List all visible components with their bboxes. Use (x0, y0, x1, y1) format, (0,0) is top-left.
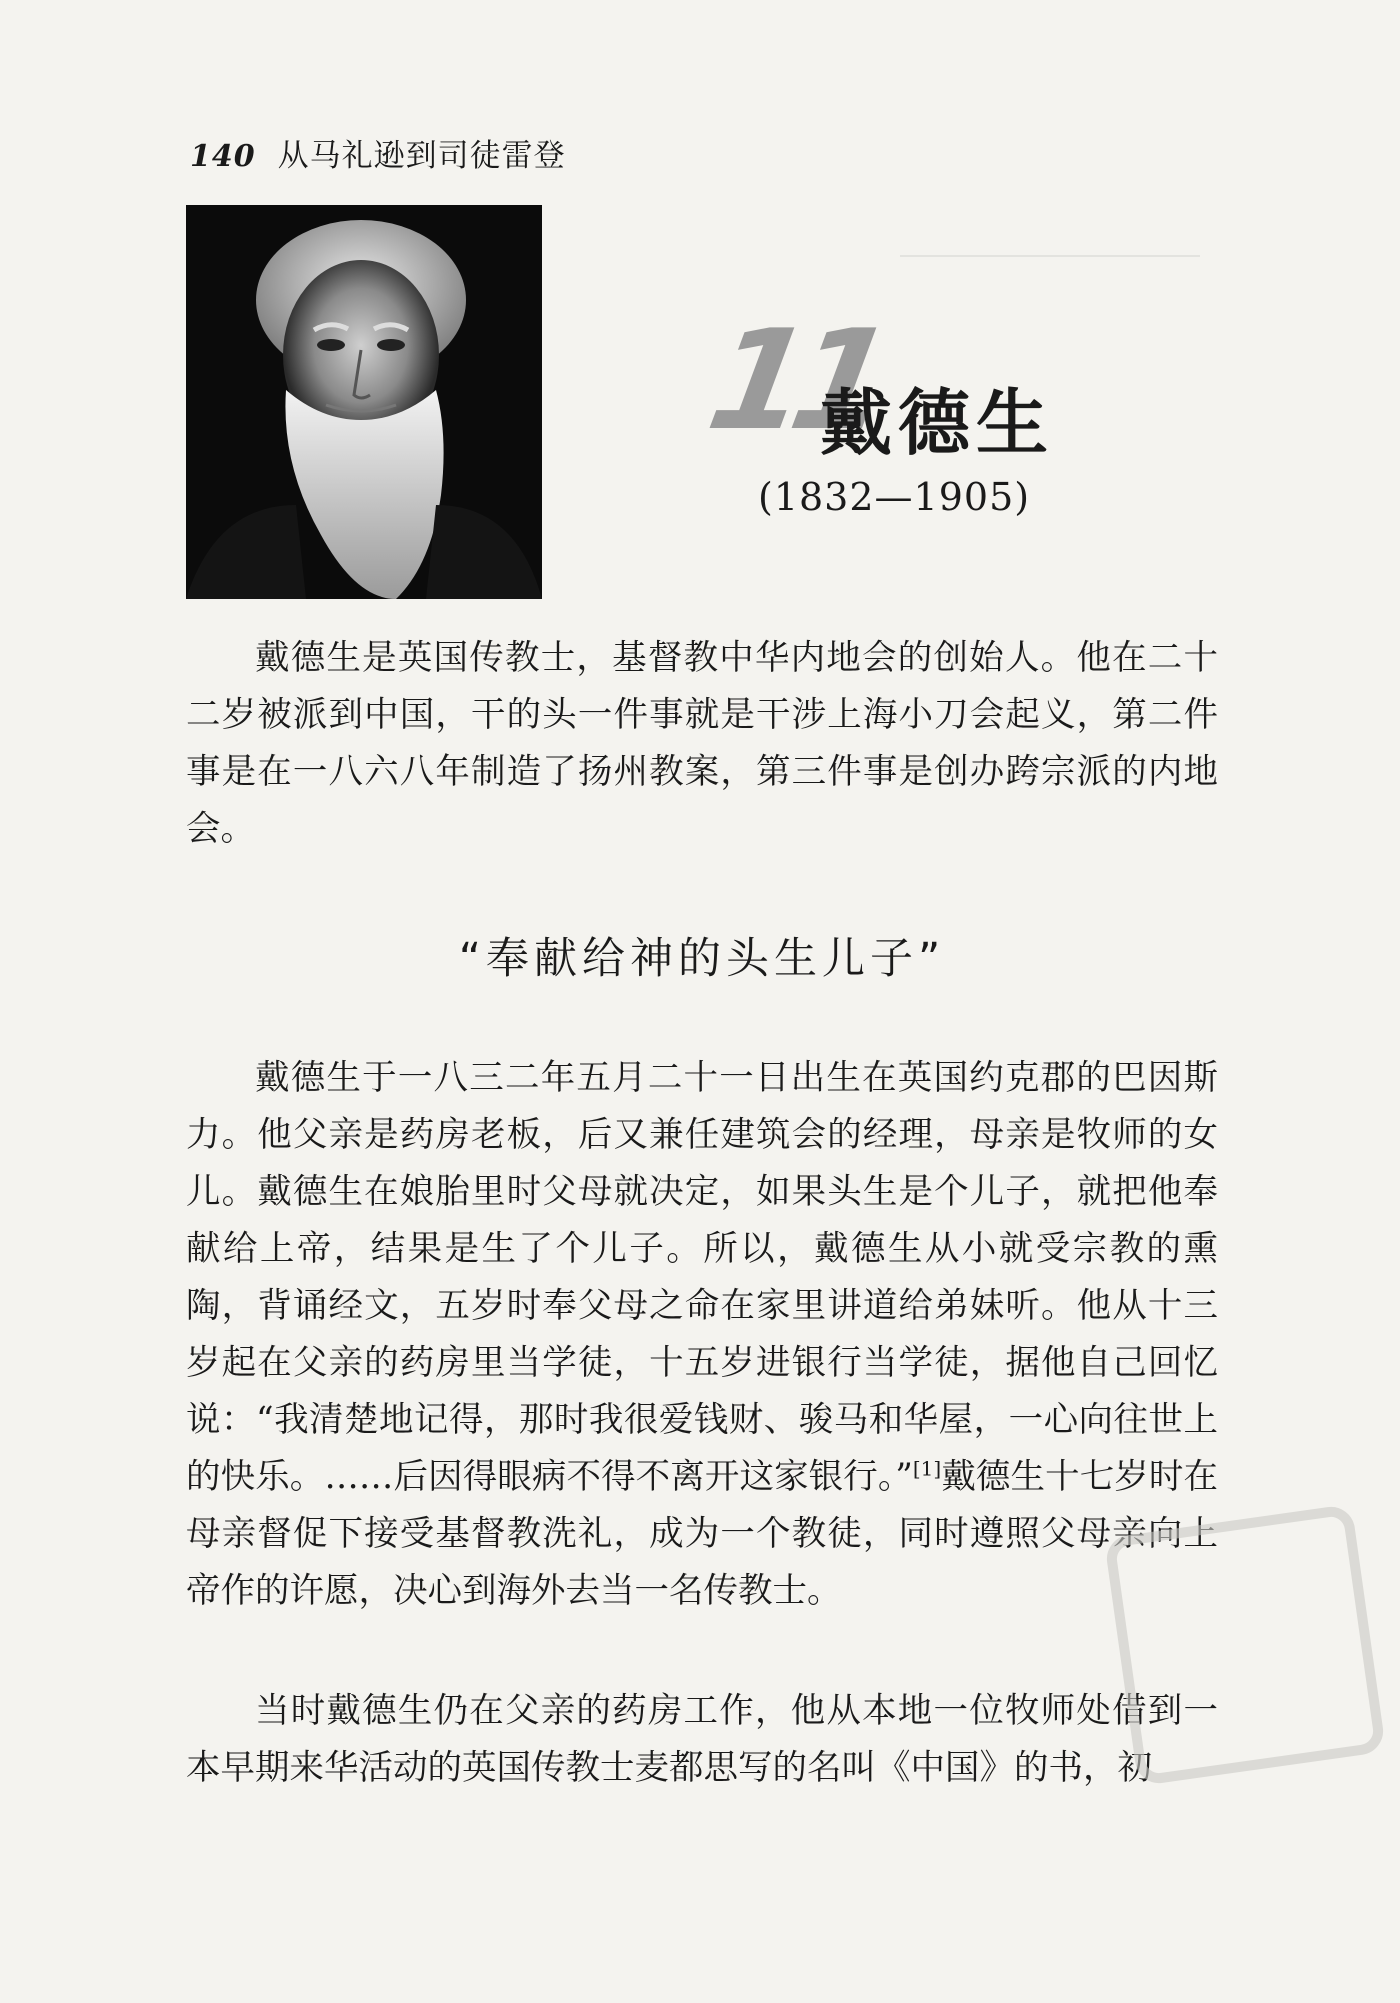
portrait-illustration (186, 205, 542, 599)
body-paragraph-1-part-b: 戴德生十七岁时在母亲督促下接受基督教洗礼，成为一个教徒，同时遵照父母亲向上帝作的许愿，决心到海外去当一名传教士。 (186, 1457, 1219, 1611)
page-number: 140 (190, 139, 256, 174)
body-paragraph-1 (186, 1050, 1218, 1620)
intro-paragraph: 戴德生是英国传教士，基督教中华内地会的创始人。他在二十二岁被派到中国，干的头一件事就是干涉上海小刀会起义，第二件事是在一八六八年制造了扬州教案，第三件事是创办跨宗派的内地会。 (186, 638, 1218, 849)
running-head (190, 130, 566, 175)
chapter-dates: (1832—1905) (758, 475, 1031, 519)
chapter-title: 戴德生 (820, 380, 1055, 465)
body-paragraph-2: 当时戴德生仍在父亲的药房工作，他从本地一位牧师处借到一本早期来华活动的英国传教士麦都思写的名叫《中国》的书，初 (186, 1691, 1218, 1788)
portrait-photo (186, 205, 542, 599)
chapter-number: 11 (697, 300, 891, 461)
book-title: 从马礼逊到司徒雷登 (277, 138, 566, 174)
bleed-through-texture (900, 225, 1200, 257)
footnote-reference[interactable]: [1] (912, 1456, 942, 1481)
section-heading: “奉献给神的头生儿子” (458, 934, 946, 984)
body-paragraph-1-part-a: 戴德生于一八三二年五月二十一日出生在英国约克郡的巴因斯力。他父亲是药房老板，后又兼任建筑会的经理，母亲是牧师的女儿。戴德生在娘胎里时父母就决定，如果头生是个儿子，就把他奉献给上帝，结果是生了个儿子。所以，戴德生从小就受宗教的熏陶，背诵经文，五岁时奉父母之命在家里讲道给弟妹听。他从十三岁起在父亲的药房里当学徒，十五岁进银行当学徒，据他自己回忆说：“我清楚地记得，那时我很爱钱财、骏马和华屋，一心向往世上的快乐。……后因得眼病不得不离开这家银行。” (186, 1058, 1218, 1497)
library-stamp-watermark (1104, 1504, 1386, 1786)
